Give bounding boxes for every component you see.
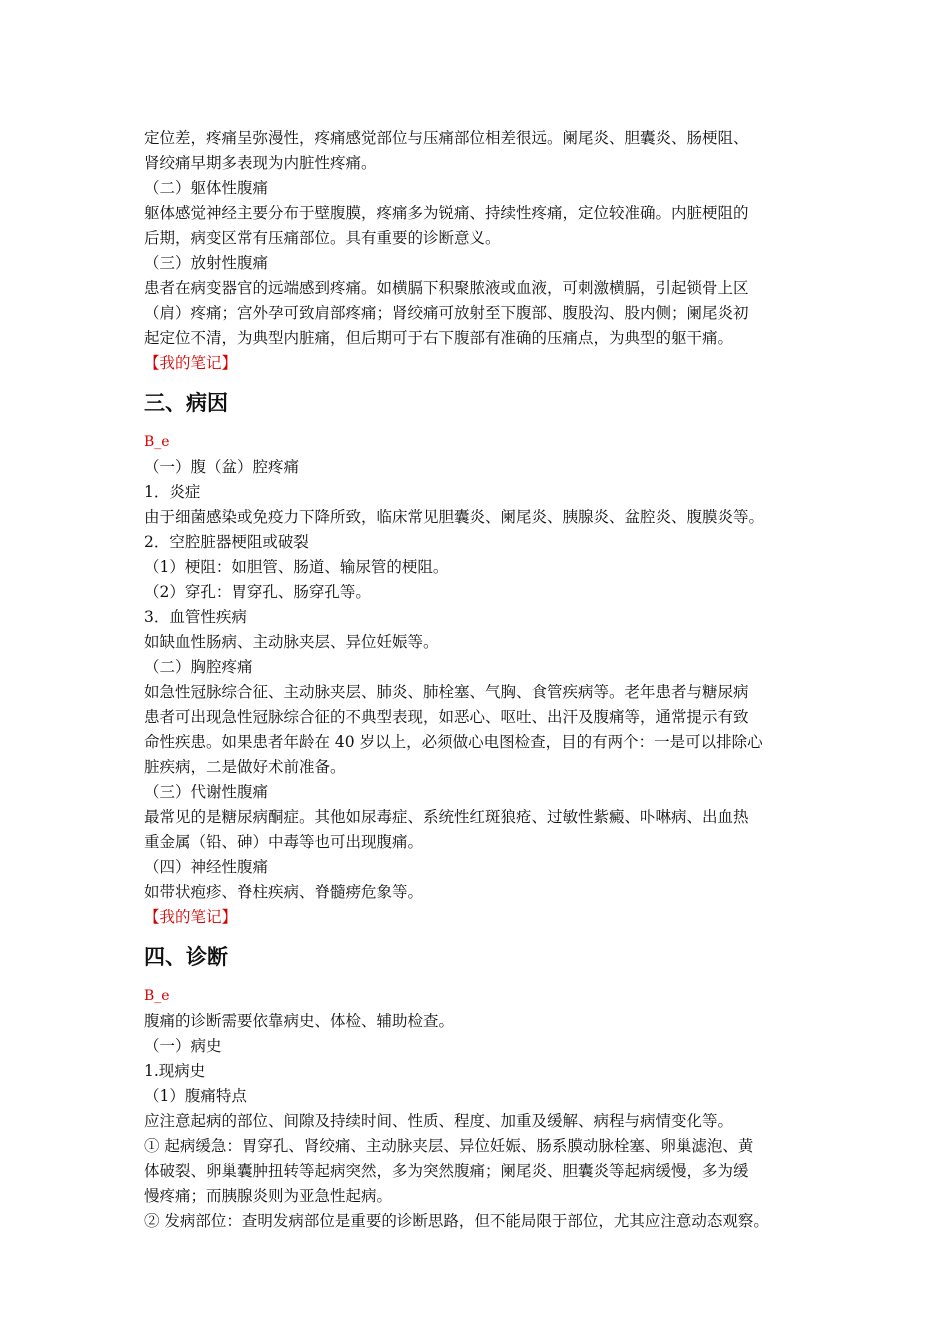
- text-line: 2．空腔脏器梗阻或破裂: [144, 533, 309, 551]
- section-causes: [144, 388, 824, 930]
- text-line: 命性疾患。如果患者年龄在 40 岁以上，必须做心电图检查，目的有两个：一是可以排除心: [144, 733, 763, 751]
- text-line: 3．血管性疾病: [144, 608, 247, 626]
- text-line: 最常见的是糖尿病酮症。其他如尿毒症、系统性红斑狼疮、过敏性紫癜、卟啉病、出血热: [144, 808, 749, 826]
- section-heading: 四、诊断: [144, 945, 228, 969]
- my-notes-label: 【我的笔记】: [144, 908, 238, 926]
- text-line: 1．炎症: [144, 483, 201, 501]
- text-line: 应注意起病的部位、间隙及持续时间、性质、程度、加重及缓解、病程与病情变化等。: [144, 1112, 734, 1130]
- text-line: 躯体感觉神经主要分布于壁腹膜，疼痛多为锐痛、持续性疼痛，定位较准确。内脏梗阻的: [144, 204, 749, 222]
- text-line: 体破裂、卵巢囊肿扭转等起病突然，多为突然腹痛；阑尾炎、胆囊炎等起病缓慢，多为缓: [144, 1162, 749, 1180]
- section-diagnosis: [144, 942, 824, 1234]
- subheading: （二）胸腔疼痛: [144, 658, 253, 676]
- text-line: 肾绞痛早期多表现为内脏性疼痛。: [144, 154, 377, 172]
- text-line: 患者可出现急性冠脉综合征的不典型表现，如恶心、呕吐、出汗及腹痛等，通常提示有致: [144, 708, 749, 726]
- text-line: （肩）疼痛；宫外孕可致肩部疼痛；肾绞痛可放射至下腹部、腹股沟、股内侧；阑尾炎初: [144, 304, 749, 322]
- subheading: （二）躯体性腹痛: [144, 179, 269, 197]
- text-line: 患者在病变器官的远端感到疼痛。如横膈下积聚脓液或血液，可刺激横膈，引起锁骨上区: [144, 279, 749, 297]
- text-line: ① 起病缓急：胃穿孔、肾绞痛、主动脉夹层、异位妊娠、肠系膜动脉栓塞、卵巢滤泡、黄: [144, 1137, 754, 1155]
- text-line: 定位差，疼痛呈弥漫性，疼痛感觉部位与压痛部位相差很远。阑尾炎、胆囊炎、肠梗阻、: [144, 129, 749, 147]
- subheading: （一）病史: [144, 1037, 222, 1055]
- subheading: （一）腹（盆）腔疼痛: [144, 458, 300, 476]
- text-line: 后期，病变区常有压痛部位。具有重要的诊断意义。: [144, 229, 501, 247]
- section-pain-types: [144, 126, 824, 376]
- subheading: （三）代谢性腹痛: [144, 783, 269, 801]
- text-line: 如带状疱疹、脊柱疾病、脊髓痨危象等。: [144, 883, 424, 901]
- text-line: 重金属（铅、砷）中毒等也可出现腹痛。: [144, 833, 424, 851]
- subheading: （四）神经性腹痛: [144, 858, 269, 876]
- text-line: 慢疼痛；而胰腺炎则为亚急性起病。: [144, 1187, 393, 1205]
- section-tag: B_e: [144, 988, 170, 1004]
- section-heading: 三、病因: [144, 391, 228, 415]
- text-line: （2）穿孔：胃穿孔、肠穿孔等。: [144, 583, 371, 601]
- text-line: （1）腹痛特点: [144, 1087, 247, 1105]
- text-line: 如缺血性肠病、主动脉夹层、异位妊娠等。: [144, 633, 439, 651]
- subheading: （三）放射性腹痛: [144, 254, 269, 272]
- text-line: 腹痛的诊断需要依靠病史、体检、辅助检查。: [144, 1012, 455, 1030]
- section-tag: B_e: [144, 434, 170, 450]
- document-body: [144, 126, 824, 1234]
- text-line: （1）梗阻：如胆管、肠道、输尿管的梗阻。: [144, 558, 449, 576]
- text-line: 1.现病史: [144, 1062, 206, 1080]
- text-line: 由于细菌感染或免疫力下降所致，临床常见胆囊炎、阑尾炎、胰腺炎、盆腔炎、腹膜炎等。: [144, 508, 765, 526]
- text-line: 起定位不清，为典型内脏痛，但后期可于右下腹部有准确的压痛点，为典型的躯干痛。: [144, 329, 734, 347]
- text-line: 脏疾病，二是做好术前准备。: [144, 758, 346, 776]
- my-notes-label: 【我的笔记】: [144, 354, 238, 372]
- text-line: 如急性冠脉综合征、主动脉夹层、肺炎、肺栓塞、气胸、食管疾病等。老年患者与糖尿病: [144, 683, 749, 701]
- text-line: ② 发病部位：查明发病部位是重要的诊断思路，但不能局限于部位，尤其应注意动态观察。: [144, 1212, 769, 1230]
